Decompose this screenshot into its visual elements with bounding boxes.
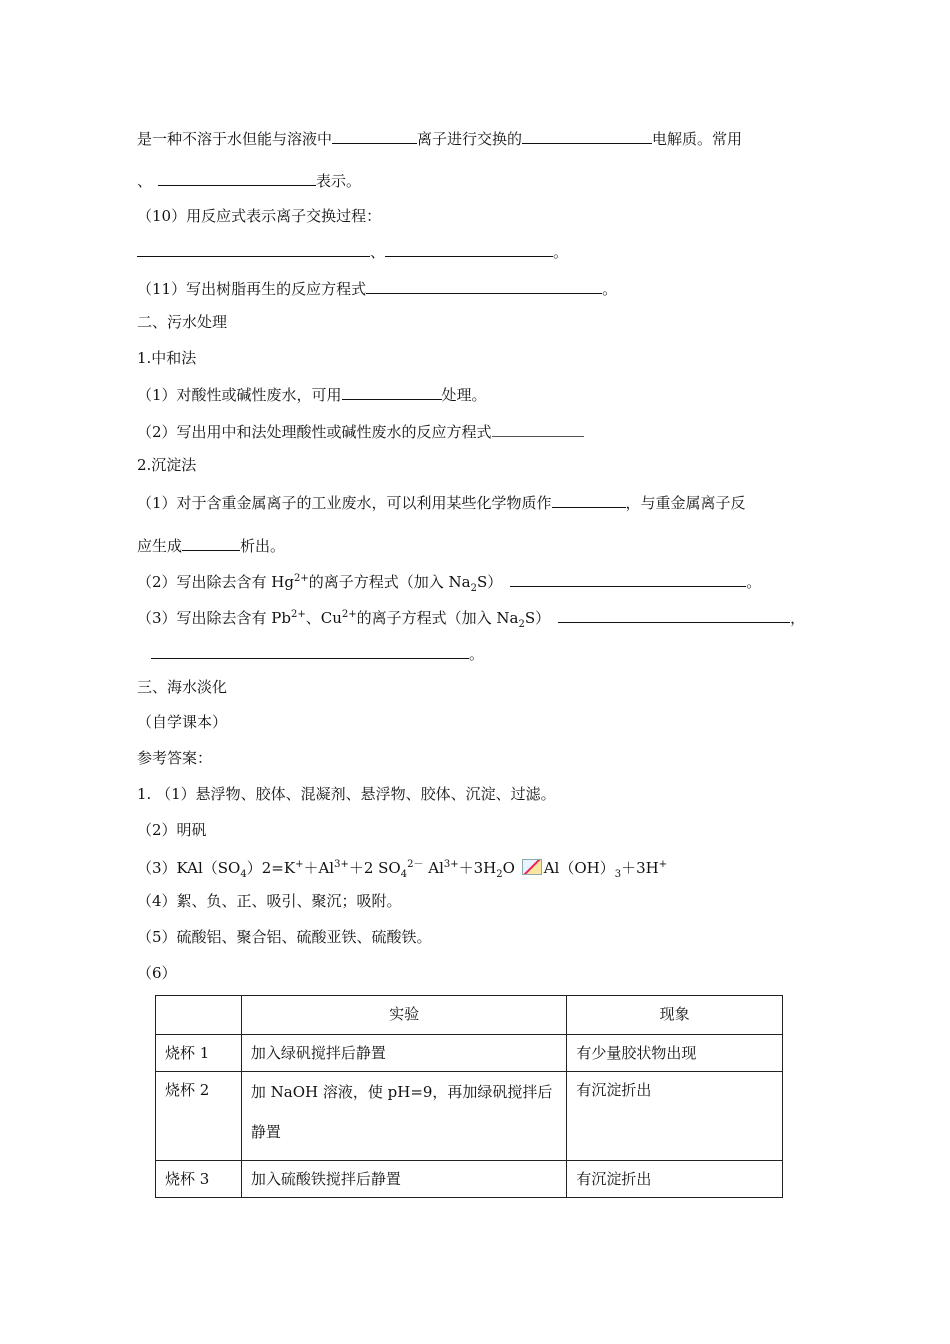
text: ，	[790, 609, 806, 627]
superscript: 2+	[291, 609, 306, 620]
text: 是一种不溶于水但能与溶液中	[137, 130, 333, 148]
answer-1-4	[137, 891, 402, 911]
superscript: +	[658, 859, 668, 870]
line-representation	[137, 169, 361, 191]
text: 二、污水处理	[137, 313, 228, 331]
table-cell: 烧杯 3	[156, 1161, 242, 1198]
superscript: +	[295, 859, 304, 870]
experiment-table	[155, 995, 783, 1198]
subscript: 2	[518, 619, 525, 630]
table-cell: 有少量胶状物出现	[567, 1035, 783, 1072]
line-exchange-equations	[137, 240, 568, 262]
text: （1）对酸性或碱性废水，可用	[137, 386, 342, 404]
text: （2）写出用中和法处理酸性或碱性废水的反应方程式	[137, 423, 492, 441]
answer-1-1	[137, 784, 556, 804]
answer-1-5	[137, 927, 432, 947]
fill-blank[interactable]	[137, 240, 370, 257]
line-ion-exchange-definition	[137, 127, 742, 149]
section-heading-desalination	[137, 677, 227, 697]
text: ，与重金属离子反	[625, 494, 746, 512]
table-cell: 有沉淀折出	[567, 1161, 783, 1198]
neutralization-q1	[137, 383, 487, 405]
text: （自学课本）	[137, 713, 228, 731]
table-cell: 烧杯 2	[156, 1072, 242, 1161]
fill-blank[interactable]	[385, 240, 553, 257]
fill-blank[interactable]	[510, 570, 746, 587]
equilibrium-arrow-image-icon	[522, 859, 542, 875]
text: ＋Al	[303, 859, 335, 877]
subscript: 4	[240, 869, 247, 880]
question-10	[137, 206, 381, 226]
text: （1）对于含重金属离子的工业废水，可以利用某些化学物质作	[137, 494, 552, 512]
fill-blank[interactable]	[492, 420, 584, 437]
text: 的离子方程式（加入 Na	[356, 609, 519, 627]
text: 、Cu	[305, 609, 342, 627]
fill-blank[interactable]	[558, 606, 790, 623]
table-cell: 烧杯 1	[156, 1035, 242, 1072]
table-header: 实验	[241, 996, 566, 1035]
text: 、	[370, 243, 386, 261]
section-heading-wastewater	[137, 312, 227, 332]
fill-blank[interactable]	[552, 491, 626, 508]
text: 1. （1）悬浮物、胶体、混凝剂、悬浮物、胶体、沉淀、过滤。	[137, 785, 556, 803]
table-cell: 加 NaOH 溶液，使 pH=9，再加绿矾搅拌后静置	[241, 1072, 566, 1161]
subscript: 2	[496, 869, 503, 880]
text: 。	[553, 243, 569, 261]
table-row	[156, 1072, 783, 1161]
text: 电解质。常用	[652, 130, 743, 148]
text: （6）	[137, 964, 177, 982]
table-header	[156, 996, 242, 1035]
fill-blank[interactable]	[522, 127, 652, 144]
text: ＋2 SO	[348, 859, 401, 877]
text: （2）明矾	[137, 821, 207, 839]
text: ＋3H	[621, 859, 659, 877]
precipitation-q1-cont	[137, 534, 285, 556]
text: 。	[469, 645, 485, 663]
text: （5）硫酸铝、聚合铝、硫酸亚铁、硫酸铁。	[137, 928, 432, 946]
answers-heading	[137, 748, 212, 768]
text: 的离子方程式（加入 Na	[308, 573, 471, 591]
fill-blank[interactable]	[332, 127, 417, 144]
text: 、	[137, 172, 153, 190]
subsection-precipitation	[137, 455, 196, 475]
text: 析出。	[240, 537, 286, 555]
superscript: 2－	[407, 859, 424, 870]
text: 。	[602, 280, 618, 298]
text: O	[502, 859, 520, 877]
fill-blank[interactable]	[151, 642, 469, 659]
subscript: 3	[614, 869, 622, 880]
table-header-row	[156, 996, 783, 1035]
question-11	[137, 277, 617, 299]
answer-1-3-equation	[137, 855, 667, 885]
table-header: 现象	[567, 996, 783, 1035]
text: 。	[746, 573, 762, 591]
superscript: 2+	[341, 609, 357, 620]
text: 三、海水淡化	[137, 678, 228, 696]
text: 离子进行交换的	[417, 130, 523, 148]
fill-blank[interactable]	[182, 534, 240, 551]
self-study-note	[137, 712, 227, 732]
table-cell: 有沉淀折出	[567, 1072, 783, 1161]
table-cell: 加入绿矾搅拌后静置	[241, 1035, 566, 1072]
text: 2.沉淀法	[137, 456, 197, 474]
precipitation-q3-cont	[137, 642, 484, 664]
text: （2）写出除去含有 Hg	[137, 573, 294, 591]
text: 表示。	[316, 172, 362, 190]
superscript: 3+	[334, 859, 349, 870]
neutralization-q2	[137, 420, 584, 442]
table-row	[156, 1161, 783, 1198]
subsection-neutralization	[137, 348, 196, 368]
text: （3）写出除去含有 Pb	[137, 609, 292, 627]
subscript: 2	[470, 583, 477, 594]
text: （10）用反应式表示离子交换过程：	[137, 207, 382, 225]
precipitation-q1	[137, 491, 746, 513]
superscript: 2+	[294, 573, 309, 584]
answer-1-2	[137, 820, 207, 840]
text: （4）絮、负、正、吸引、聚沉；吸附。	[137, 892, 402, 910]
text: Al	[423, 859, 444, 877]
text: ＋3H	[458, 859, 497, 877]
subscript: 4	[400, 869, 408, 880]
text: 1.中和法	[137, 349, 197, 367]
fill-blank[interactable]	[366, 277, 602, 294]
precipitation-q3	[137, 605, 805, 635]
text: ）2=K	[246, 859, 296, 877]
text: 应生成	[137, 537, 183, 555]
text: Al（OH）	[543, 859, 615, 877]
text: S）	[524, 609, 551, 627]
table-row	[156, 1035, 783, 1072]
precipitation-q2	[137, 569, 761, 599]
table-cell: 加入硫酸铁搅拌后静置	[241, 1161, 566, 1198]
fill-blank[interactable]	[342, 383, 442, 400]
text: 参考答案：	[137, 749, 213, 767]
answer-1-6	[137, 963, 177, 983]
text: 处理。	[441, 386, 487, 404]
fill-blank[interactable]	[158, 169, 316, 186]
text: （11）写出树脂再生的反应方程式	[137, 280, 367, 298]
superscript: 3+	[443, 859, 459, 870]
text: S）	[476, 573, 503, 591]
text: （3）KAl（SO	[137, 859, 241, 877]
